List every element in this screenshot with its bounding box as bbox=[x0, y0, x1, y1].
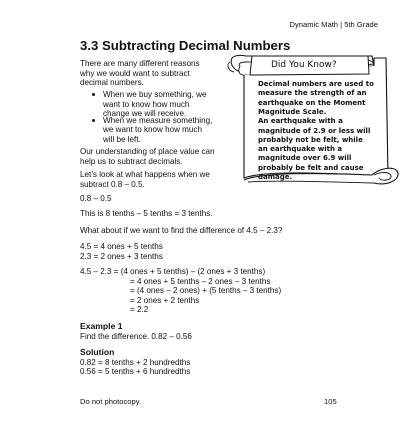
paragraph-line: Our understanding of place value can bbox=[80, 147, 215, 156]
page-header: Dynamic Math | 5th Grade bbox=[289, 20, 378, 29]
section-title: 3.3 Subtracting Decimal Numbers bbox=[80, 38, 291, 53]
scroll-line: magnitude of 2.9 or less will bbox=[258, 126, 371, 135]
bullet-line: change we will receive. bbox=[103, 109, 187, 119]
what-about-line: What about if we want to find the difference of 4.5 – 2.3? bbox=[80, 226, 283, 235]
scroll-line: an earthquake with a bbox=[258, 145, 343, 154]
scroll-line: measure the strength of an bbox=[258, 89, 367, 98]
step-line: = (4 ones – 2 ones) + (5 tenths – 3 tenths) bbox=[130, 286, 282, 296]
example-prompt: Find the difference. 0.82 – 0.56 bbox=[80, 331, 192, 341]
step-line: = 2 ones + 2 tenths bbox=[130, 295, 200, 305]
footer-notice: Do not photocopy. bbox=[80, 397, 142, 406]
step-line: = 4 ones + 5 tenths – 2 ones – 3 tenths bbox=[130, 276, 271, 286]
page-number: 105 bbox=[324, 397, 337, 406]
scroll-line: earthquake on the Moment bbox=[258, 98, 366, 107]
bullet-line: we want to know how much bbox=[103, 125, 202, 135]
bullet-line: When we buy something, we bbox=[103, 90, 207, 99]
intro-line: decimal numbers. bbox=[80, 78, 144, 88]
scroll-line: damage. bbox=[258, 173, 293, 181]
step-line: = 2.2 bbox=[130, 305, 149, 315]
decomp-line: 2.3 = 2 ones + 3 tenths bbox=[80, 251, 163, 261]
solution-heading: Solution bbox=[80, 347, 115, 357]
bullet-line: want to know how much bbox=[103, 99, 190, 109]
scroll-line: An earthquake with a bbox=[258, 117, 343, 126]
intro-line: There are many different reasons bbox=[80, 59, 200, 68]
solution-line: 0.56 = 5 tenths + 6 hundredths bbox=[80, 367, 191, 377]
scroll-line: Magnitude Scale. bbox=[258, 107, 327, 116]
paragraph-line: subtract 0.8 – 0.5. bbox=[80, 179, 145, 189]
expression: 0.8 – 0.5 bbox=[80, 194, 112, 203]
intro-line: why we would want to subtract bbox=[80, 68, 190, 78]
this-is-line: This is 8 tenths – 5 tenths = 3 tenths. bbox=[80, 209, 213, 218]
scroll-line: magnitude over 6.9 will bbox=[258, 154, 352, 163]
solution-line: 0.82 = 8 tenths + 2 hundredths bbox=[80, 357, 191, 367]
scroll-line: probably not be felt, while bbox=[258, 135, 363, 144]
paragraph-line: help us to subtract decimals. bbox=[80, 156, 183, 166]
scroll-title: Did You Know? bbox=[271, 60, 337, 70]
paragraph-line: Let’s look at what happens when we bbox=[80, 170, 210, 179]
scroll-line: probably be felt and cause bbox=[258, 163, 364, 172]
scroll-line: Decimal numbers are used to bbox=[258, 80, 374, 88]
bullet-line: When we measure something, bbox=[103, 115, 213, 125]
bullet-line: will be left. bbox=[103, 134, 141, 144]
step-line: 4.5 – 2.3 = (4 ones + 5 tenths) – (2 ones + 3 tenths) bbox=[80, 267, 266, 276]
example-heading: Example 1 bbox=[80, 321, 123, 331]
decomp-line: 4.5 = 4 ones + 5 tenths bbox=[80, 242, 163, 251]
